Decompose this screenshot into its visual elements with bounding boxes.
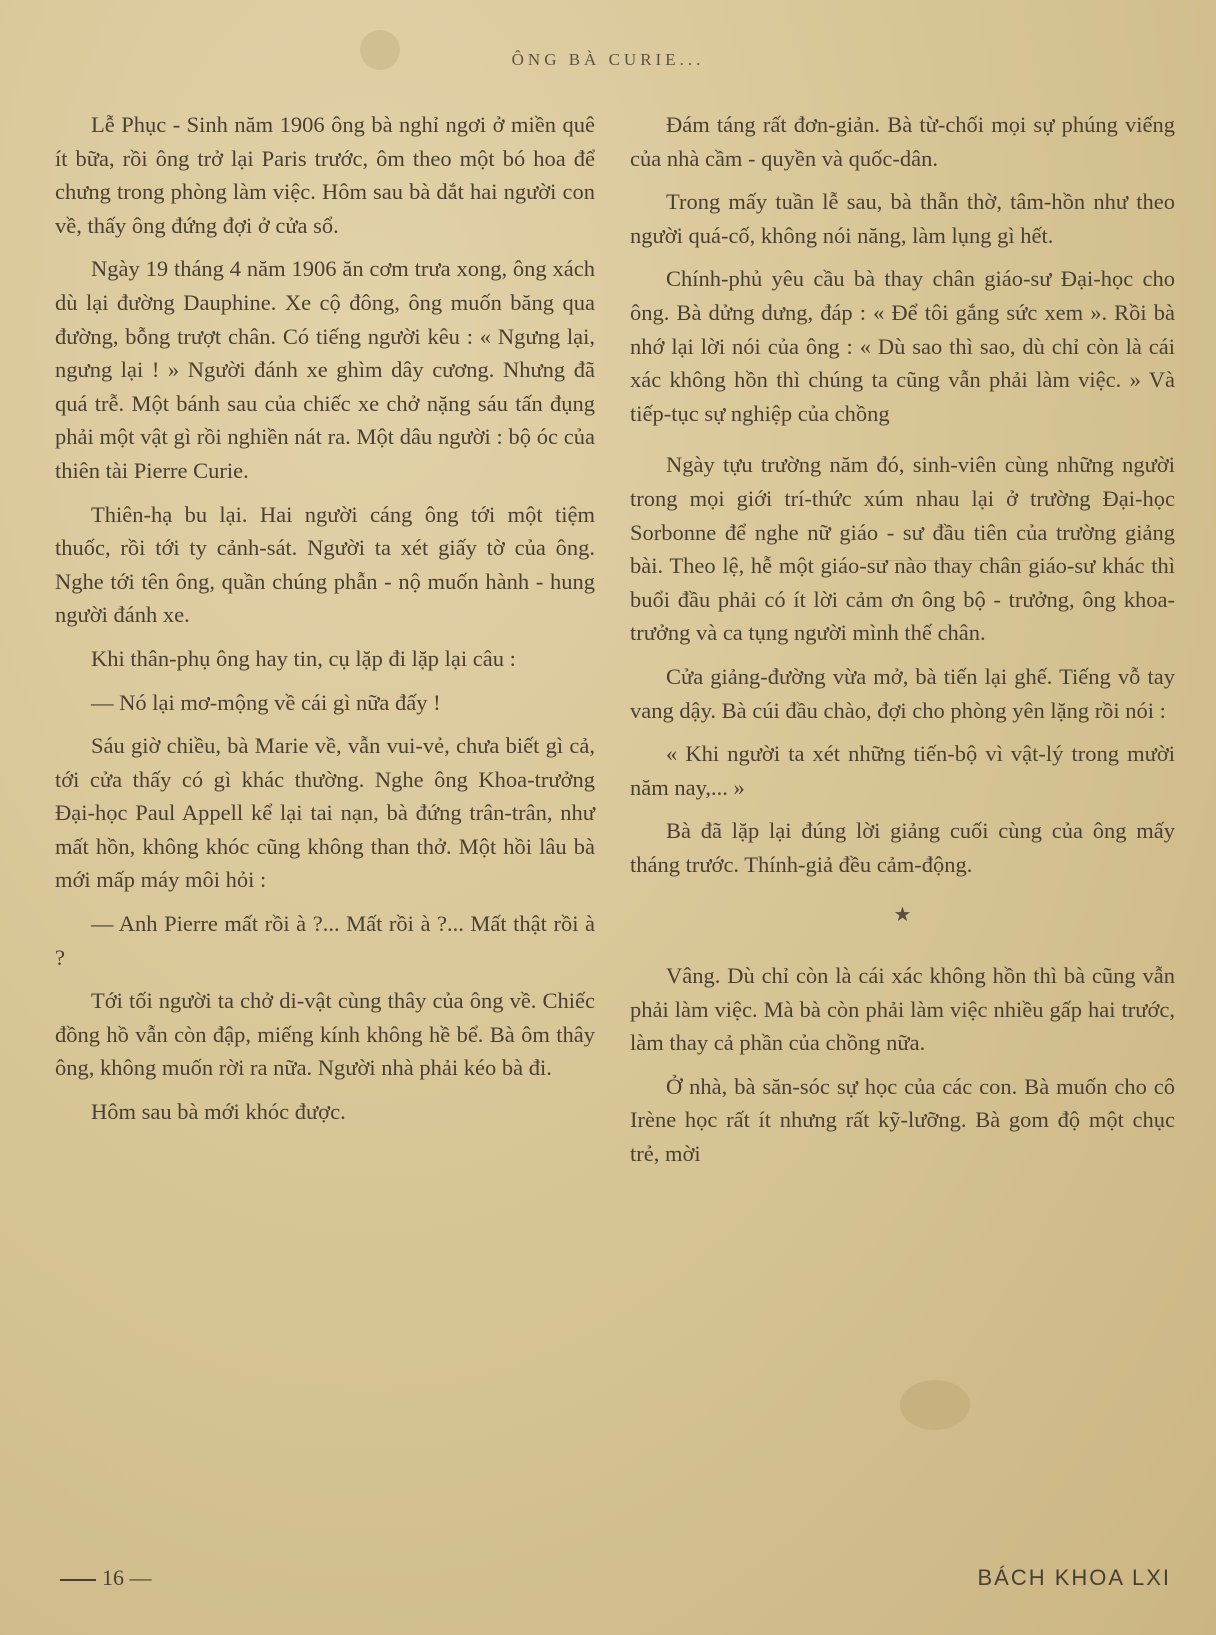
paragraph: Đám táng rất đơn-giản. Bà từ-chối mọi sự phúng viếng của nhà cầm - quyền và quốc-dân.	[630, 112, 1175, 171]
paragraph: Tới tối người ta chở di-vật cùng thây của ông về. Chiếc đồng hồ vẫn còn đập, miếng kính không hề bể. Bà ôm thây ông, không muốn rời ra nữa. Người nhà phải kéo bà đi.	[55, 988, 595, 1081]
paragraph: Trong mấy tuần lễ sau, bà thẫn thờ, tâm-hồn như theo người quá-cố, không nói năng, làm lụng gì hết.	[630, 189, 1175, 248]
paragraph: Lễ Phục - Sinh năm 1906 ông bà nghỉ ngơi ở miền quê ít bữa, rồi ông trở lại Paris trước, ôm theo một bó hoa để chưng trong phòng làm việc. Hôm sau bà dắt hai người con về, thấy ông đứng đợi ở cửa sổ.	[55, 112, 595, 238]
paragraph: Khi thân-phụ ông hay tin, cụ lặp đi lặp lại câu :	[91, 645, 516, 671]
magazine-name: BÁCH KHOA LXI	[977, 1565, 1171, 1590]
dialog-line: — Anh Pierre mất rồi à ?... Mất rồi à ?... Mất thật rồi à ?	[55, 911, 595, 970]
section-separator-star: ★	[893, 904, 912, 927]
dialog-line: — Nó lại mơ-mộng về cái gì nữa đấy !	[91, 689, 441, 715]
paragraph: Chính-phủ yêu cầu bà thay chân giáo-sư Đại-học cho ông. Bà dửng dưng, đáp : « Để tôi gắng sức xem ». Rồi bà nhớ lại lời nói của ông : « Dù sao thì sao, dù chỉ còn là cái xác không hồn thì chúng ta cũng vẫn phải làm việc. » Và tiếp-tục sự nghiệp của chồng	[630, 266, 1175, 426]
folio-dash	[60, 1579, 96, 1581]
left-column	[55, 108, 595, 1139]
paragraph: Bà đã lặp lại đúng lời giảng cuối cùng của ông mấy tháng trước. Thính-giả đều cảm-động.	[630, 818, 1175, 877]
paragraph: Ở nhà, bà săn-sóc sự học của các con. Bà muốn cho cô Irène học rất ít nhưng rất kỹ-lưỡng. Bà gom độ một chục trẻ, mời	[630, 1073, 1175, 1167]
page-number	[60, 1565, 152, 1591]
paragraph: Vâng. Dù chỉ còn là cái xác không hồn thì bà cũng vẫn phải làm việc. Mà bà còn phải làm việc nhiều gấp hai trước, làm thay cả phần của chồng nữa.	[630, 963, 1175, 1056]
paragraph: Thiên-hạ bu lại. Hai người cáng ông tới một tiệm thuốc, rồi tới ty cảnh-sát. Người ta xét giấy tờ của ông. Nghe tới tên ông, quần chúng phẫn - nộ muốn hành - hung người đánh xe.	[55, 501, 595, 628]
paragraph: Hôm sau bà mới khóc được.	[91, 1099, 346, 1125]
paragraph: Ngày 19 tháng 4 năm 1906 ăn cơm trưa xong, ông xách dù lại đường Dauphine. Xe cộ đông, ông muốn băng qua đường, bỗng trượt chân. Có tiếng người kêu : « Ngưng lại, ngưng lại ! » Người đánh xe ghìm dây cương. Nhưng đã quá trễ. Một bánh sau của chiếc xe chở nặng sáu tấn đụng phải một vật gì rồi nghiền nát ra. Một dâu người : bộ óc của thiên tài Pierre Curie.	[55, 256, 595, 483]
paragraph: Cửa giảng-đường vừa mở, bà tiến lại ghế. Tiếng vỗ tay vang dậy. Bà cúi đầu chào, đợi cho phòng yên lặng rồi nói :	[630, 663, 1175, 723]
page-number-text: 16 —	[102, 1565, 152, 1590]
running-head: ÔNG BÀ CURIE...	[511, 50, 705, 69]
paragraph: Sáu giờ chiều, bà Marie về, vẫn vui-vẻ, chưa biết gì cả, tới cửa thấy có gì khác thường. Nghe ông Khoa-trưởng Đại-học Paul Appell kể lại tai nạn, bà đứng trân-trân, như mất hồn, không khóc cũng không than thở. Một hồi lâu bà mới mấp máy môi hỏi :	[55, 733, 595, 893]
paragraph: Ngày tựu trường năm đó, sinh-viên cùng những người trong mọi giới trí-thức xúm nhau lại ở trường Đại-học Sorbonne để nghe nữ giáo - sư đầu tiên của trường giảng bài. Theo lệ, hễ một giáo-sư nào thay chân giáo-sư khác thì buổi đầu phải có ít lời cảm ơn ông bộ - trưởng, ông khoa-trưởng và ca tụng người mình thế chân.	[630, 452, 1175, 646]
right-column	[630, 108, 1175, 1181]
quote: « Khi người ta xét những tiến-bộ vì vật-lý trong mười năm nay,... »	[630, 741, 1175, 800]
paper-stain	[900, 1380, 970, 1430]
